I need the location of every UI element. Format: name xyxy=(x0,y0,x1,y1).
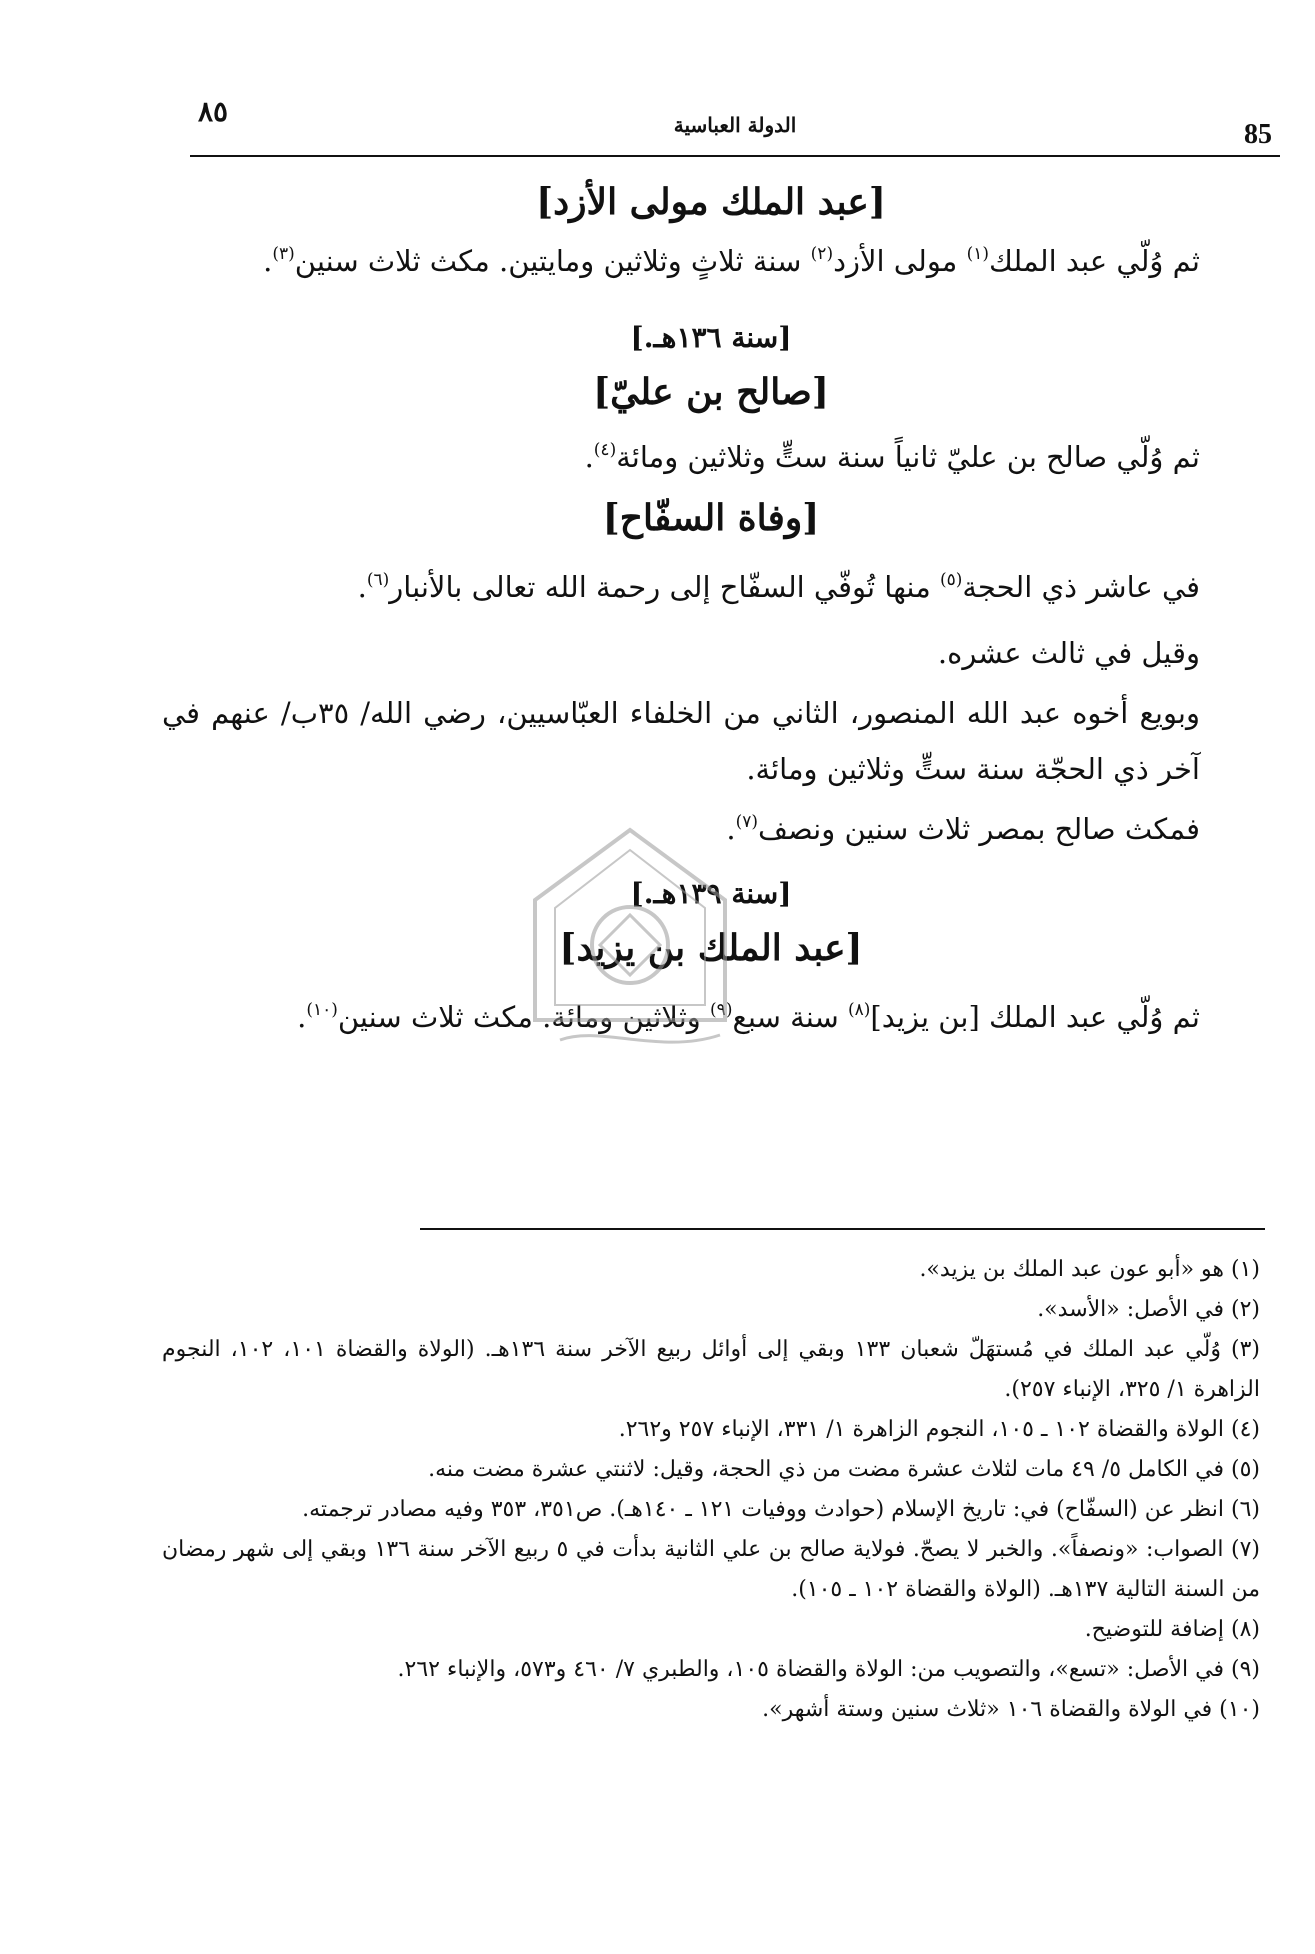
heading-wafat-alsaffah: [وفاة السفّاح] xyxy=(602,497,820,539)
paragraph-3 xyxy=(162,559,1260,615)
paragraph-5: وبويع أخوه عبد الله المنصور، الثاني من الخلفاء العبّاسيين، رضي الله/ ٣٥ب/ عنهم في آخر ذي الحجّة سنة ستٍّ وثلاثين ومائة. xyxy=(162,696,1201,786)
text-run: . xyxy=(297,1000,307,1034)
heading-salih-ibn-ali: [صالح بن عليّ] xyxy=(593,371,829,413)
footnote-ref-7: (٧) xyxy=(735,812,758,832)
footnote-ref-3: (٣) xyxy=(272,244,295,264)
footnote-8: (٨) إضافة للتوضيح. xyxy=(1084,1617,1260,1642)
footnote-ref-2: (٢) xyxy=(810,244,834,264)
footnote-1: (١) هو «أبو عون عبد الملك بن يزيد». xyxy=(919,1257,1260,1282)
text-run: مولى الأزد xyxy=(833,244,967,278)
text-run: . xyxy=(357,570,367,604)
footnote-ref-5: (٥) xyxy=(939,570,963,590)
footnote-5: (٥) في الكامل ٥/ ٤٩ مات لثلاث عشرة مضت من ذي الحجة، وقيل: لاثنتي عشرة مضت منه. xyxy=(428,1457,1260,1482)
footnote-9: (٩) في الأصل: «تسع»، والتصويب من: الولاة والقضاة ١٠٥، والطبري ٧/ ٤٦٠ و٥٧٣، والإنباء ٢٦٢. xyxy=(397,1657,1260,1682)
footnote-2: (٢) في الأصل: «الأسد». xyxy=(1037,1297,1260,1322)
text-run: ثم وُلّي صالح بن عليّ ثانياً سنة ستٍّ وثلاثين ومائة xyxy=(616,440,1200,474)
heading-abdalmalik-ibn-yazid: [عبد الملك بن يزيد] xyxy=(559,927,863,969)
footnotes xyxy=(162,1250,1260,1730)
text-run: . xyxy=(263,244,273,278)
footnote-6: (٦) انظر عن (السفّاح) في: تاريخ الإسلام (حوادث ووفيات ١٢١ ـ ١٤٠هـ). ص٣٥١، ٣٥٣ وفيه مصادر ترجمته. xyxy=(302,1497,1260,1522)
text-run: في عاشر ذي الحجة xyxy=(962,570,1200,604)
footnote-ref-10: (١٠) xyxy=(306,1000,338,1020)
footnote-10: (١٠) في الولاة والقضاة ١٠٦ «ثلاث سنين وستة أشهر». xyxy=(762,1697,1260,1722)
footnote-ref-8: (٨) xyxy=(847,1000,871,1020)
text-run: وثلاثين ومائة. مكث ثلاث سنين xyxy=(337,1000,711,1034)
footnote-ref-1: (١) xyxy=(966,244,989,264)
text-run: ثم وُلّي عبد الملك xyxy=(988,244,1200,278)
library-seal-watermark-icon xyxy=(520,820,740,1060)
paragraph-1 xyxy=(162,233,1260,289)
header-rule xyxy=(190,155,1280,157)
paragraph-2 xyxy=(162,429,1260,485)
footnote-ref-9: (٩) xyxy=(710,1000,733,1020)
text-run: منها تُوفّي السفّاح إلى رحمة الله تعالى بالأنبار xyxy=(389,570,940,604)
page-number-latin: 85 xyxy=(1244,119,1272,150)
running-title: الدولة العباسية xyxy=(673,113,797,137)
footnote-3: (٣) وُلّي عبد الملك في مُستهَلّ شعبان ١٣٣ وبقي إلى أوائل ربيع الآخر سنة ١٣٦هـ. (الولاة والقضاة ١٠١، ١٠٢، النجوم الزاهرة ١/ ٣٢٥، الإنباء ٢٥٧). xyxy=(162,1337,1261,1402)
text-run: سنة سبع xyxy=(732,1000,848,1034)
text-run: . xyxy=(584,440,594,474)
page-number-arabic: ٨٥ xyxy=(198,95,229,128)
text-run: . xyxy=(726,812,736,846)
text-run: سنة ثلاثٍ وثلاثين ومايتين. مكث ثلاث سنين xyxy=(294,244,811,278)
footnote-4: (٤) الولاة والقضاة ١٠٢ ـ ١٠٥، النجوم الزاهرة ١/ ٣٣١، الإنباء ٢٥٧ و٢٦٢. xyxy=(618,1417,1260,1442)
footnote-ref-4: (٤) xyxy=(593,440,617,460)
footnote-7: (٧) الصواب: «ونصفاً». والخبر لا يصحّ. فولاية صالح بن علي الثانية بدأت في ٥ ربيع الآخر سنة ١٣٦ وبقي إلى شهر رمضان من السنة التالية ١٣٧هـ. (الولاة والقضاة ١٠٢ ـ ١٠٥). xyxy=(162,1537,1261,1602)
heading-year-139: [سنة ١٣٩هـ.] xyxy=(630,877,792,910)
text-run: فمكث صالح بمصر ثلاث سنين ونصف xyxy=(757,812,1200,846)
text-run: ثم وُلّي عبد الملك [بن يزيد] xyxy=(870,1000,1200,1034)
running-header xyxy=(190,95,1280,157)
heading-year-136: [سنة ١٣٦هـ.] xyxy=(630,321,792,354)
heading-abdalmalik-mawla-alazd: [عبد الملك مولى الأزد] xyxy=(536,181,886,223)
footnote-separator xyxy=(420,1228,1265,1230)
footnote-ref-6: (٦) xyxy=(366,570,390,590)
paragraph-4: وقيل في ثالث عشره. xyxy=(937,636,1200,670)
